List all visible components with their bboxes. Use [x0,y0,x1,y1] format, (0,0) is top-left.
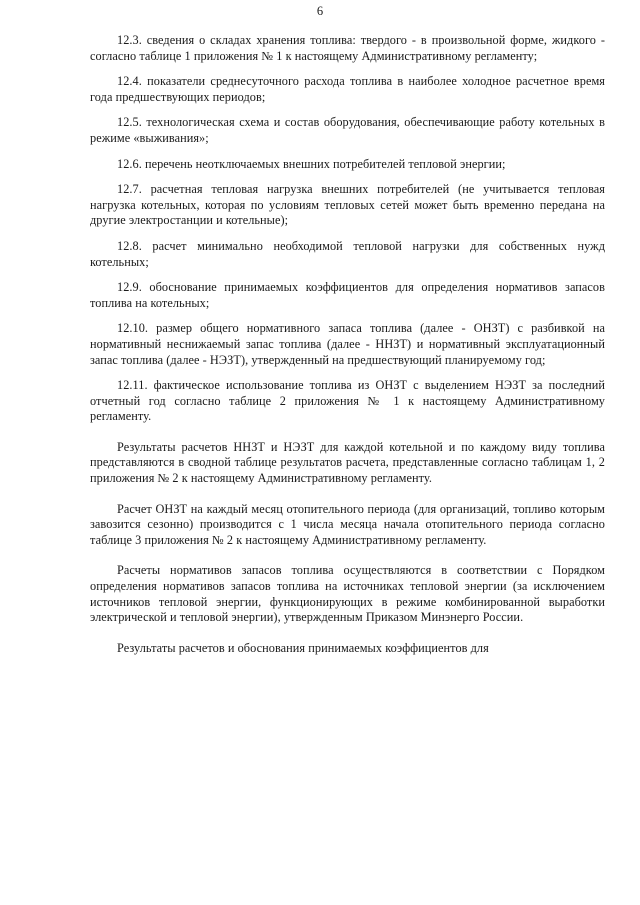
paragraph-12-8: 12.8. расчет минимально необходимой тепловой нагрузки для собственных нужд котельных; [90,238,605,269]
paragraph-12-10: 12.10. размер общего нормативного запаса топлива (далее - ОНЗТ) с разбивкой на нормативный неснижаемый запас топлива (далее - ННЗТ) и нормативный эксплуатационный запас топлива (далее - НЭЗТ), утвержденный на предшествующий планируемому год; [90,321,605,367]
paragraph-calculation-order: Расчеты нормативов запасов топлива осуществляются в соответствии с Порядком определения нормативов запасов топлива на источниках тепловой энергии (за исключением источников тепловой энергии, функционирующих в режиме комбинированной выработки электрической и тепловой энергии), утвержденным Приказом Минэнерго России. [90,563,605,625]
page-number: 6 [316,4,324,18]
paragraph-results-coefficients: Результаты расчетов и обоснования принимаемых коэффициентов для [117,640,489,655]
paragraph-results-nnzt-nezt: Результаты расчетов ННЗТ и НЭЗТ для каждой котельной и по каждому виду топлива представляются в сводной таблице результатов расчета, представленные согласно таблицам 1, 2 приложения № 2 к настоящему Административному регламенту. [90,439,605,486]
paragraph-onzt-monthly: Расчет ОНЗТ на каждый месяц отопительного периода (для организаций, топливо которым завозится сезонно) производится с 1 числа месяца начала отопительного периода согласно таблице 3 приложения № 2 к настоящему Административному регламенту. [90,501,605,547]
paragraph-12-7: 12.7. расчетная тепловая нагрузка внешних потребителей (не учитывается тепловая нагрузка котельных, которая по условиям тепловых сетей может быть временно передана на другие электростанции и котельные); [90,182,605,228]
paragraph-12-11: 12.11. фактическое использование топлива из ОНЗТ с выделением НЭЗТ за последний отчетный год согласно таблице 2 приложения № 1 к настоящему Административному регламенту. [90,378,605,424]
paragraph-12-9: 12.9. обоснование принимаемых коэффициентов для определения нормативов запасов топлива на котельных; [90,280,605,310]
paragraph-12-4: 12.4. показатели среднесуточного расхода топлива в наиболее холодное расчетное время года предшествующих периодов; [90,74,605,104]
document-body [90,33,605,666]
paragraph-12-3: 12.3. сведения о складах хранения топлива: твердого - в произвольной форме, жидкого - согласно таблице 1 приложения № 1 к настоящему Административному регламенту; [90,33,605,63]
paragraph-12-6: 12.6. перечень неотключаемых внешних потребителей тепловой энергии; [117,156,506,171]
paragraph-12-5: 12.5. технологическая схема и состав оборудования, обеспечивающие работу котельных в режиме «выживания»; [90,115,605,145]
